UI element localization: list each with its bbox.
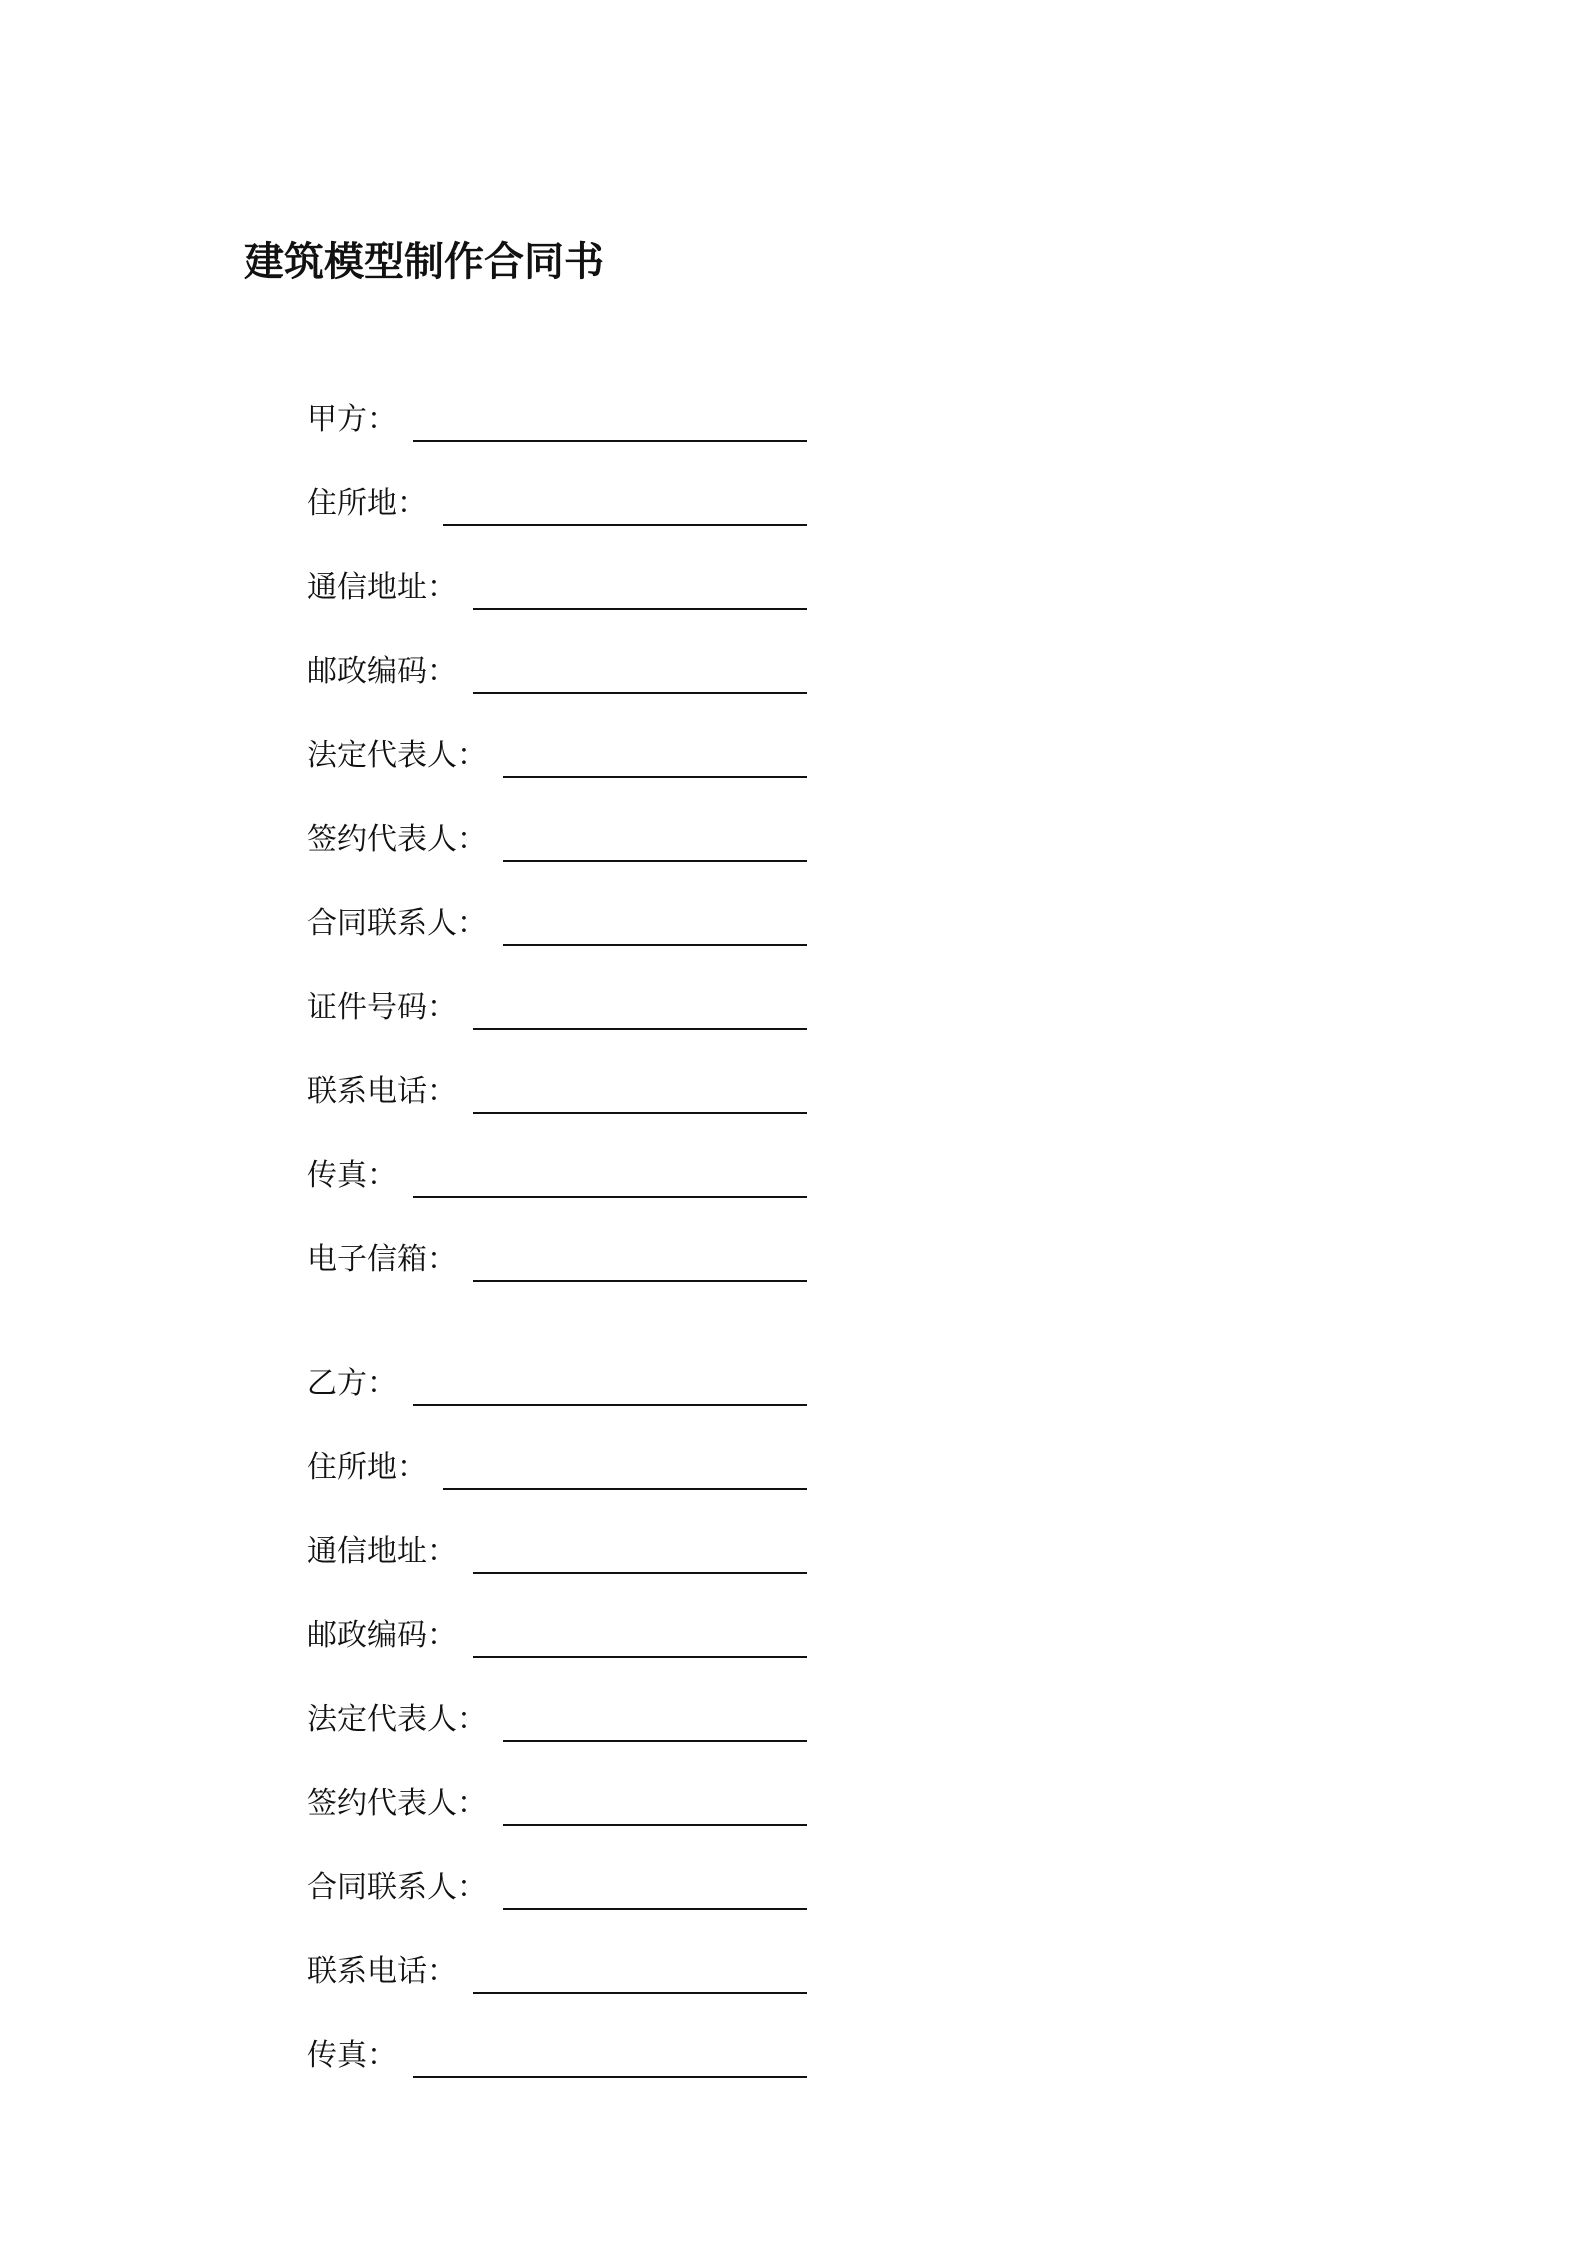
blank-line[interactable] <box>473 652 807 694</box>
field-colon: ： <box>457 1870 487 1905</box>
field-colon: ： <box>457 738 487 773</box>
party-a-field-id-number <box>307 946 807 1030</box>
field-colon: ： <box>367 1158 397 1193</box>
party-b-field-signing-representative <box>307 1742 807 1826</box>
party-b-field-domicile <box>307 1406 807 1490</box>
field-label: 合同联系人 <box>307 906 457 941</box>
blank-line[interactable] <box>443 1448 807 1490</box>
field-colon: ： <box>427 1618 457 1653</box>
field-colon: ： <box>427 990 457 1025</box>
field-colon: ： <box>427 570 457 605</box>
blank-line[interactable] <box>503 1868 807 1910</box>
blank-line[interactable] <box>473 1952 807 1994</box>
blank-line[interactable] <box>473 1616 807 1658</box>
blank-line[interactable] <box>413 2036 807 2078</box>
party-b-field-party-name <box>307 1322 807 1406</box>
field-label: 法定代表人 <box>307 738 457 773</box>
party-b-field-contract-contact <box>307 1826 807 1910</box>
party-b-field-mailing-address <box>307 1490 807 1574</box>
blank-line[interactable] <box>503 820 807 862</box>
blank-line[interactable] <box>473 1240 807 1282</box>
field-label: 乙方 <box>307 1366 367 1401</box>
party-a-field-contract-contact <box>307 862 807 946</box>
field-label: 住所地 <box>307 1450 397 1485</box>
blank-line[interactable] <box>413 400 807 442</box>
blank-line[interactable] <box>473 1072 807 1114</box>
field-colon: ： <box>397 486 427 521</box>
blank-line[interactable] <box>413 1156 807 1198</box>
field-label: 住所地 <box>307 486 397 521</box>
party-a-field-signing-representative <box>307 778 807 862</box>
field-colon: ： <box>427 1242 457 1277</box>
blank-line[interactable] <box>473 988 807 1030</box>
field-label: 传真 <box>307 1158 367 1193</box>
party-a-field-mailing-address <box>307 526 807 610</box>
field-label: 证件号码 <box>307 990 427 1025</box>
blank-line[interactable] <box>503 1784 807 1826</box>
field-label: 传真 <box>307 2038 367 2073</box>
field-label: 联系电话 <box>307 1074 427 1109</box>
document-title: 建筑模型制作合同书 <box>244 239 604 285</box>
party-b-field-postal-code <box>307 1574 807 1658</box>
field-colon: ： <box>367 402 397 437</box>
field-colon: ： <box>367 1366 397 1401</box>
field-label: 通信地址 <box>307 570 427 605</box>
party-b-field-fax <box>307 1994 807 2078</box>
field-label: 签约代表人 <box>307 822 457 857</box>
field-label: 法定代表人 <box>307 1702 457 1737</box>
field-colon: ： <box>457 906 487 941</box>
field-colon: ： <box>427 1074 457 1109</box>
blank-line[interactable] <box>443 484 807 526</box>
field-colon: ： <box>427 1954 457 1989</box>
field-label: 签约代表人 <box>307 1786 457 1821</box>
party-a-field-phone <box>307 1030 807 1114</box>
party-a-field-fax <box>307 1114 807 1198</box>
party-a-field-party-name <box>307 358 807 442</box>
party-a-field-legal-representative <box>307 694 807 778</box>
blank-line[interactable] <box>503 736 807 778</box>
field-colon: ： <box>427 1534 457 1569</box>
party-a-field-domicile <box>307 442 807 526</box>
blank-line[interactable] <box>503 1700 807 1742</box>
field-label: 联系电话 <box>307 1954 427 1989</box>
field-label: 电子信箱 <box>307 1242 427 1277</box>
blank-line[interactable] <box>473 1532 807 1574</box>
field-label: 合同联系人 <box>307 1870 457 1905</box>
party-b-section <box>307 1322 807 2078</box>
field-colon: ： <box>367 2038 397 2073</box>
party-a-field-email <box>307 1198 807 1282</box>
field-colon: ： <box>427 654 457 689</box>
field-label: 邮政编码 <box>307 654 427 689</box>
field-label: 邮政编码 <box>307 1618 427 1653</box>
blank-line[interactable] <box>473 568 807 610</box>
field-label: 通信地址 <box>307 1534 427 1569</box>
field-colon: ： <box>457 822 487 857</box>
party-b-field-legal-representative <box>307 1658 807 1742</box>
field-label: 甲方 <box>307 402 367 437</box>
field-colon: ： <box>457 1786 487 1821</box>
field-colon: ： <box>397 1450 427 1485</box>
party-a-field-postal-code <box>307 610 807 694</box>
party-a-section <box>307 358 807 1282</box>
field-colon: ： <box>457 1702 487 1737</box>
blank-line[interactable] <box>503 904 807 946</box>
party-b-field-phone <box>307 1910 807 1994</box>
blank-line[interactable] <box>413 1364 807 1406</box>
